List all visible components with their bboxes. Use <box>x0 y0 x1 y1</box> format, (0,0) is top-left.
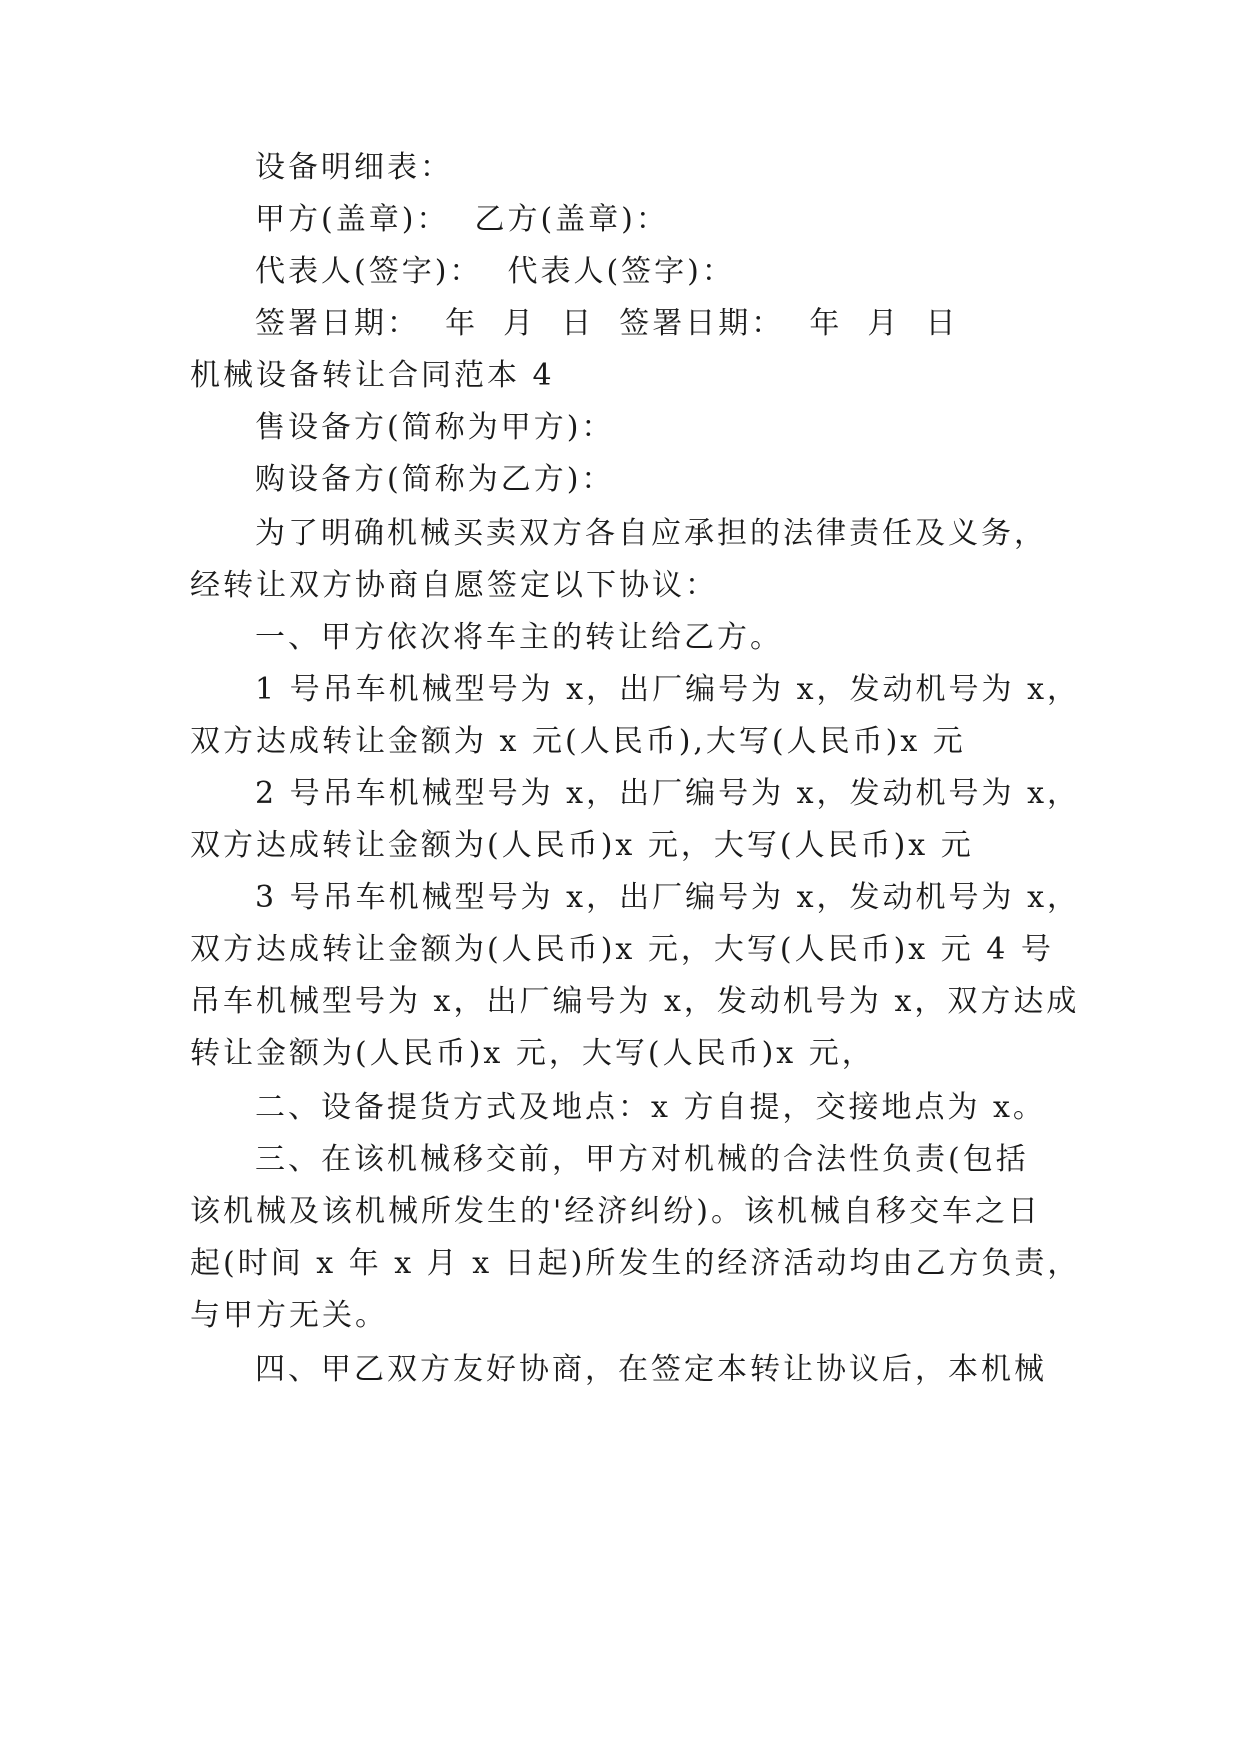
paragraph-line: 经转让双方协商自愿签定以下协议： <box>190 568 718 603</box>
crane-1-line: 1 号吊车机械型号为 x，出厂编号为 x，发动机号为 x， <box>255 672 1080 707</box>
crane-3-line: 3 号吊车机械型号为 x，出厂编号为 x，发动机号为 x， <box>255 880 1080 915</box>
crane-2-amount-line: 双方达成转让金额为(人民币)x 元，大写(人民币)x 元 <box>190 828 974 863</box>
seller-party-line: 售设备方(简称为甲方)： <box>255 410 615 445</box>
clause-4-line: 四、甲乙双方友好协商，在签定本转让协议后，本机械 <box>255 1352 1047 1387</box>
clause-2-line: 二、设备提货方式及地点：x 方自提，交接地点为 x。 <box>255 1090 1046 1125</box>
representative-signature-line: 代表人(签字)： 代表人(签字)： <box>255 254 735 289</box>
clause-3-line: 该机械及该机械所发生的'经济纠纷)。该机械自移交车之日 <box>190 1194 1041 1229</box>
clause-3-line: 起(时间 x 年 x 月 x 日起)所发生的经济活动均由乙方负责， <box>190 1246 1081 1281</box>
crane-4-line: 吊车机械型号为 x，出厂编号为 x，发动机号为 x，双方达成 <box>190 984 1080 1019</box>
equipment-list-label: 设备明细表： <box>255 150 453 185</box>
crane-4-amount-line: 转让金额为(人民币)x 元，大写(人民币)x 元， <box>190 1036 875 1071</box>
clause-3-line: 与甲方无关。 <box>190 1298 388 1333</box>
crane-2-line: 2 号吊车机械型号为 x，出厂编号为 x，发动机号为 x， <box>255 776 1080 811</box>
clause-1-line: 一、甲方依次将车主的转让给乙方。 <box>255 620 783 655</box>
clause-3-line: 三、在该机械移交前，甲方对机械的合法性负责(包括 <box>255 1142 1029 1177</box>
paragraph-line: 为了明确机械买卖双方各自应承担的法律责任及义务， <box>255 516 1047 551</box>
crane-3-amount-line: 双方达成转让金额为(人民币)x 元，大写(人民币)x 元 4 号 <box>190 932 1054 967</box>
buyer-party-line: 购设备方(简称为乙方)： <box>255 462 615 497</box>
crane-1-amount-line: 双方达成转让金额为 x 元(人民币),大写(人民币)x 元 <box>190 724 966 759</box>
party-seal-line: 甲方(盖章)： 乙方(盖章)： <box>255 202 669 237</box>
signing-date-line: 签署日期： 年 月 日 签署日期： 年 月 日 <box>255 306 959 341</box>
section-title: 机械设备转让合同范本 4 <box>190 358 555 393</box>
